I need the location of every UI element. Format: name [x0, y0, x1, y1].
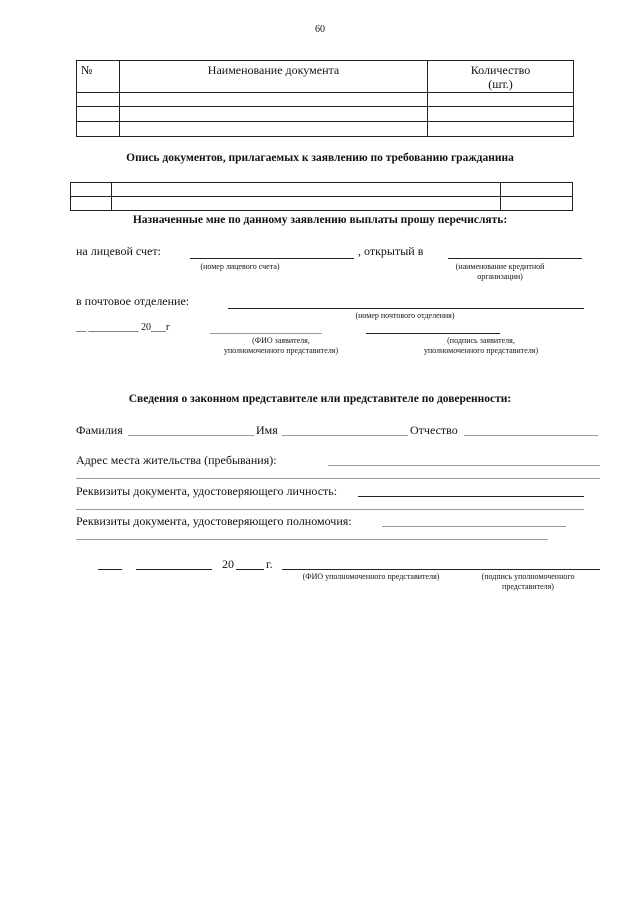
name-field[interactable] — [282, 435, 408, 436]
header-quantity-line2: (шт.) — [488, 77, 513, 91]
table-header-row — [77, 61, 574, 93]
documents-table — [76, 60, 574, 137]
table-row[interactable] — [71, 197, 573, 211]
rep-date-year-field[interactable] — [236, 569, 264, 570]
table-row[interactable] — [77, 122, 574, 137]
id-document-field[interactable] — [358, 496, 584, 497]
bank-name-field[interactable] — [448, 258, 582, 259]
applicant-signature-field[interactable] — [366, 333, 500, 334]
patronymic-field[interactable] — [464, 435, 598, 436]
table-cell[interactable] — [428, 93, 574, 107]
rep-signature-field[interactable] — [282, 569, 600, 570]
rep-date-day-field[interactable] — [98, 569, 122, 570]
inventory-heading: Опись документов, прилагаемых к заявлению по требованию гражданина — [126, 152, 514, 164]
address-label: Адрес места жительства (пребывания): — [76, 453, 277, 467]
table-cell[interactable] — [112, 197, 501, 211]
table-cell[interactable] — [112, 183, 501, 197]
header-number: № — [77, 61, 120, 93]
payment-heading: Назначенные мне по данному заявлению выплаты прошу перечислять: — [132, 214, 508, 226]
table-cell[interactable] — [501, 183, 573, 197]
account-number-caption: (номер лицевого счета) — [200, 262, 280, 271]
table-cell[interactable] — [501, 197, 573, 211]
applicant-signature-caption-line1: (подпись заявителя, — [447, 336, 515, 345]
rep-fio-caption: (ФИО уполномоченного представителя) — [302, 572, 440, 581]
rep-date-year-label: 20 — [222, 557, 234, 571]
account-number-field[interactable] — [190, 258, 354, 259]
table-cell[interactable] — [120, 122, 428, 137]
rep-signature-caption-line1: (подпись уполномоченного — [481, 572, 575, 581]
surname-field[interactable] — [128, 435, 254, 436]
patronymic-label: Отчество — [410, 423, 458, 437]
post-office-field[interactable] — [228, 308, 584, 309]
table-cell[interactable] — [71, 183, 112, 197]
address-field[interactable] — [328, 465, 600, 466]
table-cell[interactable] — [120, 107, 428, 122]
applicant-signature-caption-line2: уполномоченного представителя) — [423, 346, 539, 355]
header-quantity-line1: Количество — [470, 63, 531, 77]
table-row[interactable] — [77, 93, 574, 107]
table-row[interactable] — [71, 183, 573, 197]
table-cell[interactable] — [77, 122, 120, 137]
applicant-fio-field[interactable] — [210, 333, 322, 334]
representative-heading: Сведения о законном представителе или представителе по доверенности: — [128, 393, 512, 405]
table-cell[interactable] — [77, 93, 120, 107]
surname-label: Фамилия — [76, 423, 123, 437]
inventory-table — [70, 182, 573, 211]
opened-in-label: , открытый в — [358, 244, 424, 258]
post-office-label: в почтовое отделение: — [76, 294, 190, 308]
header-quantity — [428, 61, 574, 93]
table-cell[interactable] — [428, 107, 574, 122]
post-office-caption: (номер почтового отделения) — [355, 311, 455, 320]
rep-date-month-field[interactable] — [136, 569, 212, 570]
table-cell[interactable] — [428, 122, 574, 137]
table-row[interactable] — [77, 107, 574, 122]
bank-caption-line1: (наименование кредитной — [455, 262, 545, 271]
authority-document-field-continued[interactable] — [76, 539, 548, 540]
authority-document-label: Реквизиты документа, удостоверяющего полномочия: — [76, 514, 352, 528]
rep-signature-caption-line2: представителя) — [502, 582, 554, 591]
applicant-fio-caption-line1: (ФИО заявителя, — [252, 336, 310, 345]
applicant-fio-caption-line2: уполномоченного представителя) — [223, 346, 339, 355]
page-number: 60 — [315, 24, 325, 35]
date-field[interactable]: __ __________ 20___г — [76, 322, 171, 333]
account-label: на лицевой счет: — [76, 244, 161, 258]
address-field-continued[interactable] — [76, 478, 600, 479]
name-label: Имя — [256, 423, 278, 437]
id-document-label: Реквизиты документа, удостоверяющего личность: — [76, 484, 338, 498]
table-cell[interactable] — [120, 93, 428, 107]
id-document-field-continued[interactable] — [76, 509, 584, 510]
bank-caption-line2: организации) — [477, 272, 523, 281]
table-cell[interactable] — [77, 107, 120, 122]
table-cell[interactable] — [71, 197, 112, 211]
rep-date-g-label: г. — [266, 557, 273, 571]
header-document-name: Наименование документа — [120, 61, 428, 93]
authority-document-field[interactable] — [382, 526, 566, 527]
